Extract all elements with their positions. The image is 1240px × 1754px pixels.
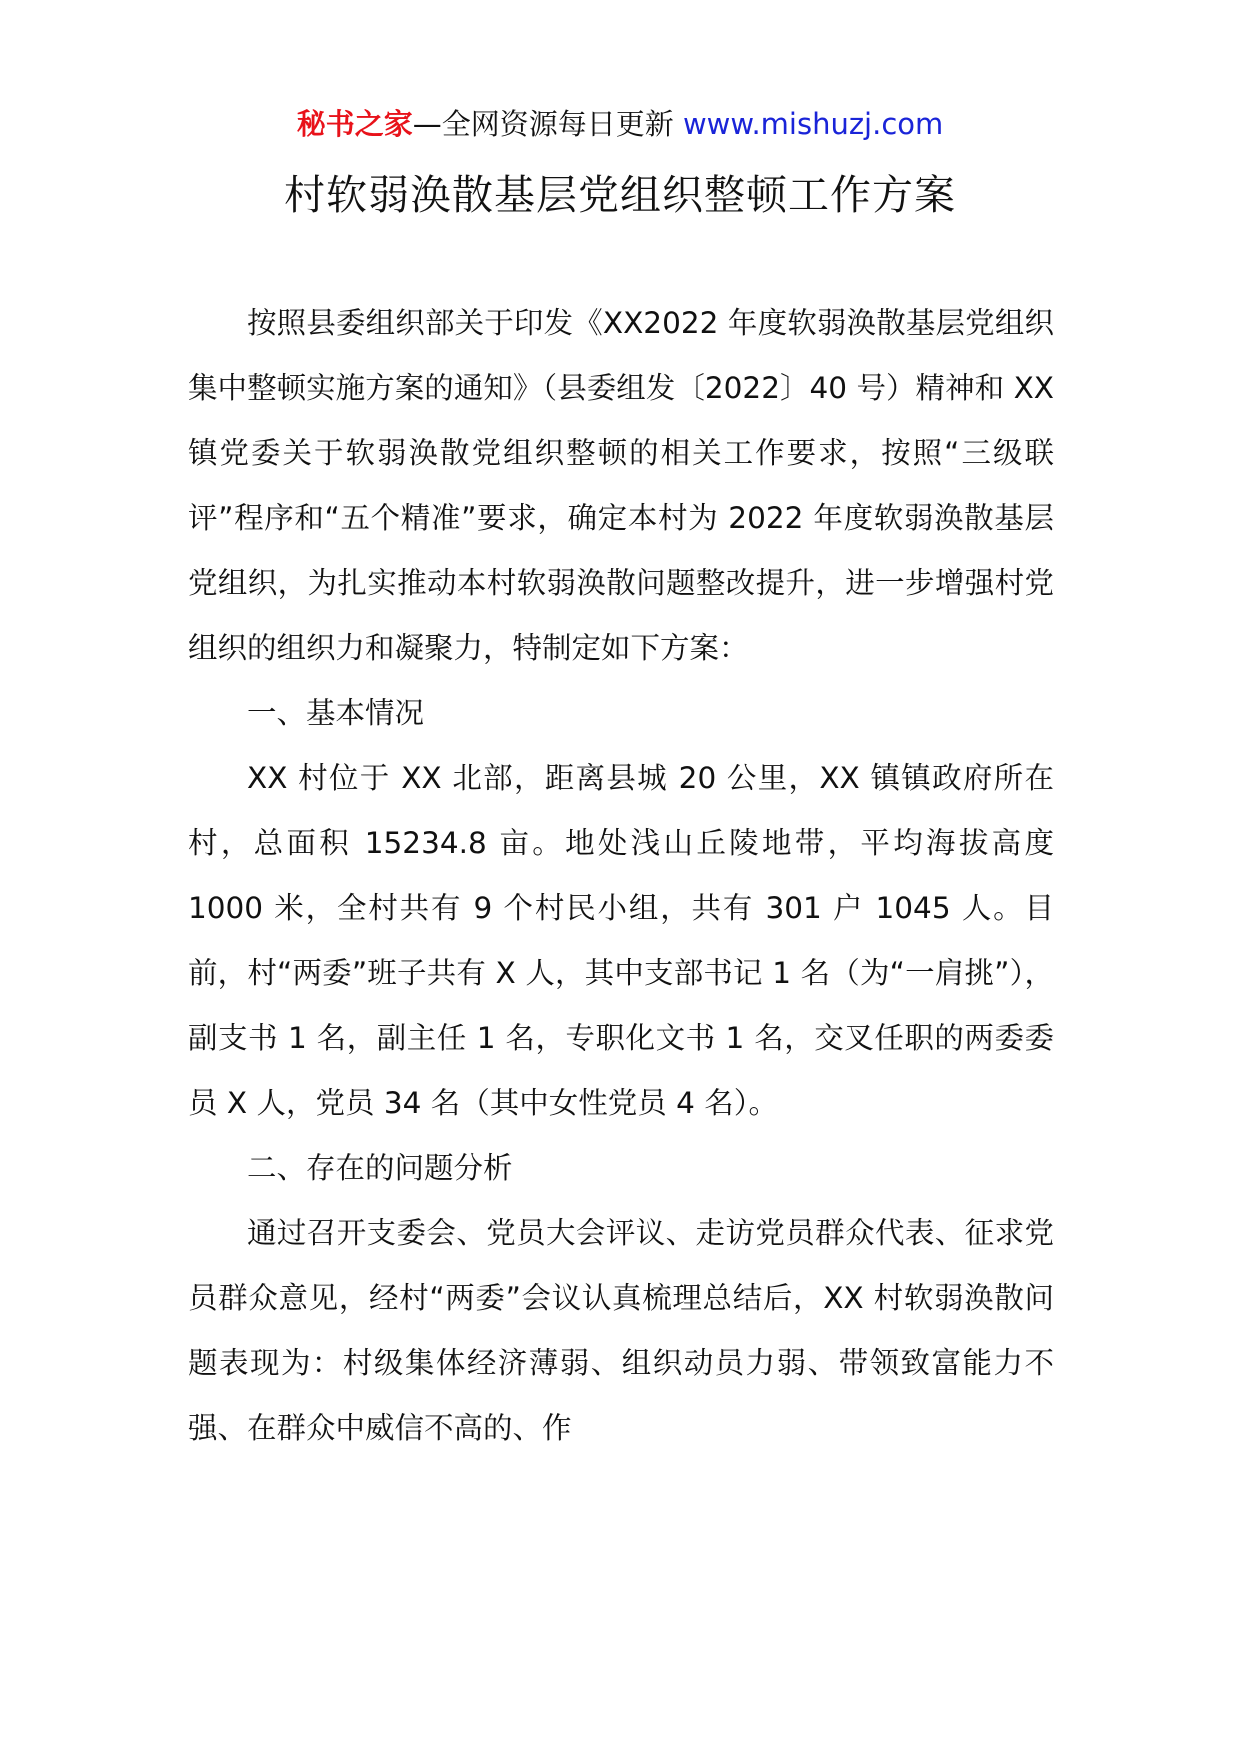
intro-paragraph: 按照县委组织部关于印发《XX2022 年度软弱涣散基层党组织集中整顿实施方案的通知》（县委组发〔2022〕40 号）精神和 XX 镇党委关于软弱涣散党组织整顿的相关工作要求，按照“三级联评”程序和“五个精准”要求，确定本村为 2022 年度软弱涣散基层党组织，为扎实推动本村软弱涣散问题整改提升，进一步增强村党组织的组织力和凝聚力，特制定如下方案：	[188, 306, 1054, 665]
header-tagline: —全网资源每日更新	[412, 107, 674, 141]
brand-name: 秘书之家	[296, 107, 413, 141]
problem-analysis-paragraph: 通过召开支委会、党员大会评议、走访党员群众代表、征求党员群众意见，经村“两委”会议认真梳理总结后，XX 村软弱涣散问题表现为：村级集体经济薄弱、组织动员力弱、带领致富能力不强、在群众中威信不高的、作	[188, 1216, 1054, 1445]
document-title: 村软弱涣散基层党组织整顿工作方案	[284, 171, 956, 219]
section-heading-basic-info: 一、基本情况	[247, 696, 425, 730]
site-header	[0, 104, 1240, 144]
document-body	[188, 291, 1054, 1461]
section-heading-problem-analysis: 二、存在的问题分析	[247, 1151, 513, 1185]
basic-info-paragraph: XX 村位于 XX 北部，距离县城 20 公里，XX 镇镇政府所在村，总面积 15234.8 亩。地处浅山丘陵地带，平均海拔高度 1000 米，全村共有 9 个村民小组，共有 301 户 1045 人。目前，村“两委”班子共有 X 人，其中支部书记 1 名（为“一肩挑”），副支书 1 名，副主任 1 名，专职化文书 1 名，交叉任职的两委委员 X 人，党员 34 名（其中女性党员 4 名）。	[188, 761, 1054, 1120]
site-url-link[interactable]: www.mishuzj.com	[682, 107, 944, 141]
